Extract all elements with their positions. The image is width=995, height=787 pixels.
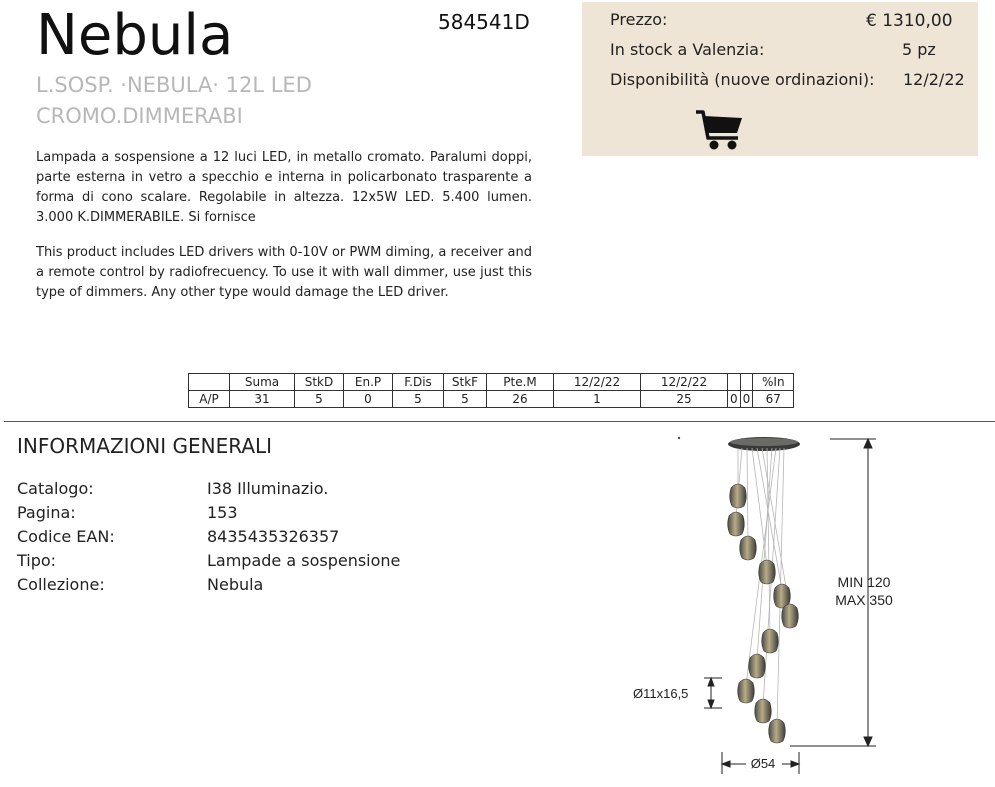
stock-table: [188, 373, 794, 408]
section-divider: [4, 421, 995, 422]
shopping-cart-icon[interactable]: [694, 108, 746, 152]
table-header-cell: 12/2/22: [641, 374, 728, 391]
table-header-cell: 12/2/22: [554, 374, 641, 391]
info-label-type: Tipo:: [17, 551, 57, 570]
availability-label: Disponibilità (nuove ordinazioni):: [610, 70, 875, 89]
stock-table-row: [189, 391, 794, 408]
table-cell: 0: [740, 391, 753, 408]
info-value-catalog: I38 Illuminazio.: [207, 479, 329, 498]
table-header-cell: F.Dis: [393, 374, 444, 391]
price-value: € 1310,00: [866, 11, 953, 31]
table-cell: 31: [230, 391, 295, 408]
shade-dimension-label: Ø11x16,5: [633, 686, 689, 701]
table-cell: 5: [444, 391, 487, 408]
info-value-ean: 8435435326357: [207, 527, 340, 546]
product-dimension-drawing: [600, 430, 920, 780]
product-code: 584541D: [438, 10, 530, 34]
info-label-catalog: Catalogo:: [17, 479, 94, 498]
info-value-collection: Nebula: [207, 575, 264, 594]
table-header-cell: %In: [753, 374, 794, 391]
table-cell: 25: [641, 391, 728, 408]
description-italian: Lampada a sospensione a 12 luci LED, in metallo cromato. Paralumi doppi, parte esterna in vetro a specchio e interna in policarbonato trasparente a forma di cono scalare. Regolabile in altezza. 12x5W LED. 5.400 lumen. 3.000 K.DIMMERABILE. Si fornisce: [36, 150, 532, 225]
info-label-collection: Collezione:: [17, 575, 105, 594]
description-english: This product includes LED drivers with 0-10V or PWM diming, a receiver and a remote control by radiofrecuency. To use it with wall dimmer, use just this type of dimmers. Any other type would damage the LED driver.: [36, 245, 532, 300]
price-label: Prezzo:: [610, 10, 668, 29]
height-min-label: MIN 120: [837, 574, 891, 590]
table-cell: A/P: [189, 391, 230, 408]
height-max-label: MAX 350: [835, 592, 893, 608]
table-cell: 67: [753, 391, 794, 408]
table-header-cell: [740, 374, 753, 391]
info-heading: INFORMAZIONI GENERALI: [17, 434, 273, 458]
table-cell: 5: [295, 391, 344, 408]
info-label-page: Pagina:: [17, 503, 76, 522]
info-value-type: Lampade a sospensione: [207, 551, 401, 570]
stock-value: 5 pz: [902, 40, 936, 59]
table-cell: 0: [344, 391, 393, 408]
info-label-ean: Codice EAN:: [17, 527, 115, 546]
availability-value: 12/2/22: [903, 70, 965, 89]
table-cell: 1: [554, 391, 641, 408]
table-header-cell: Suma: [230, 374, 295, 391]
product-title: Nebula: [36, 3, 234, 68]
stock-table-header-row: [189, 374, 794, 391]
price-box: [582, 2, 978, 156]
table-header-cell: [728, 374, 741, 391]
width-dimension-label: Ø54: [750, 756, 776, 771]
subtitle-line-1: L.SOSP. ·NEBULA· 12L LED: [36, 73, 312, 97]
subtitle-line-2: CROMO.DIMMERABI: [36, 104, 243, 128]
stock-label: In stock a Valenzia:: [610, 40, 765, 59]
table-header-cell: Pte.M: [487, 374, 554, 391]
table-cell: 5: [393, 391, 444, 408]
info-value-page: 153: [207, 503, 238, 522]
table-header-cell: En.P: [344, 374, 393, 391]
table-header-cell: [189, 374, 230, 391]
table-header-cell: StkF: [444, 374, 487, 391]
table-cell: 0: [728, 391, 741, 408]
table-header-cell: StkD: [295, 374, 344, 391]
product-subtitle: [36, 70, 456, 132]
table-cell: 26: [487, 391, 554, 408]
